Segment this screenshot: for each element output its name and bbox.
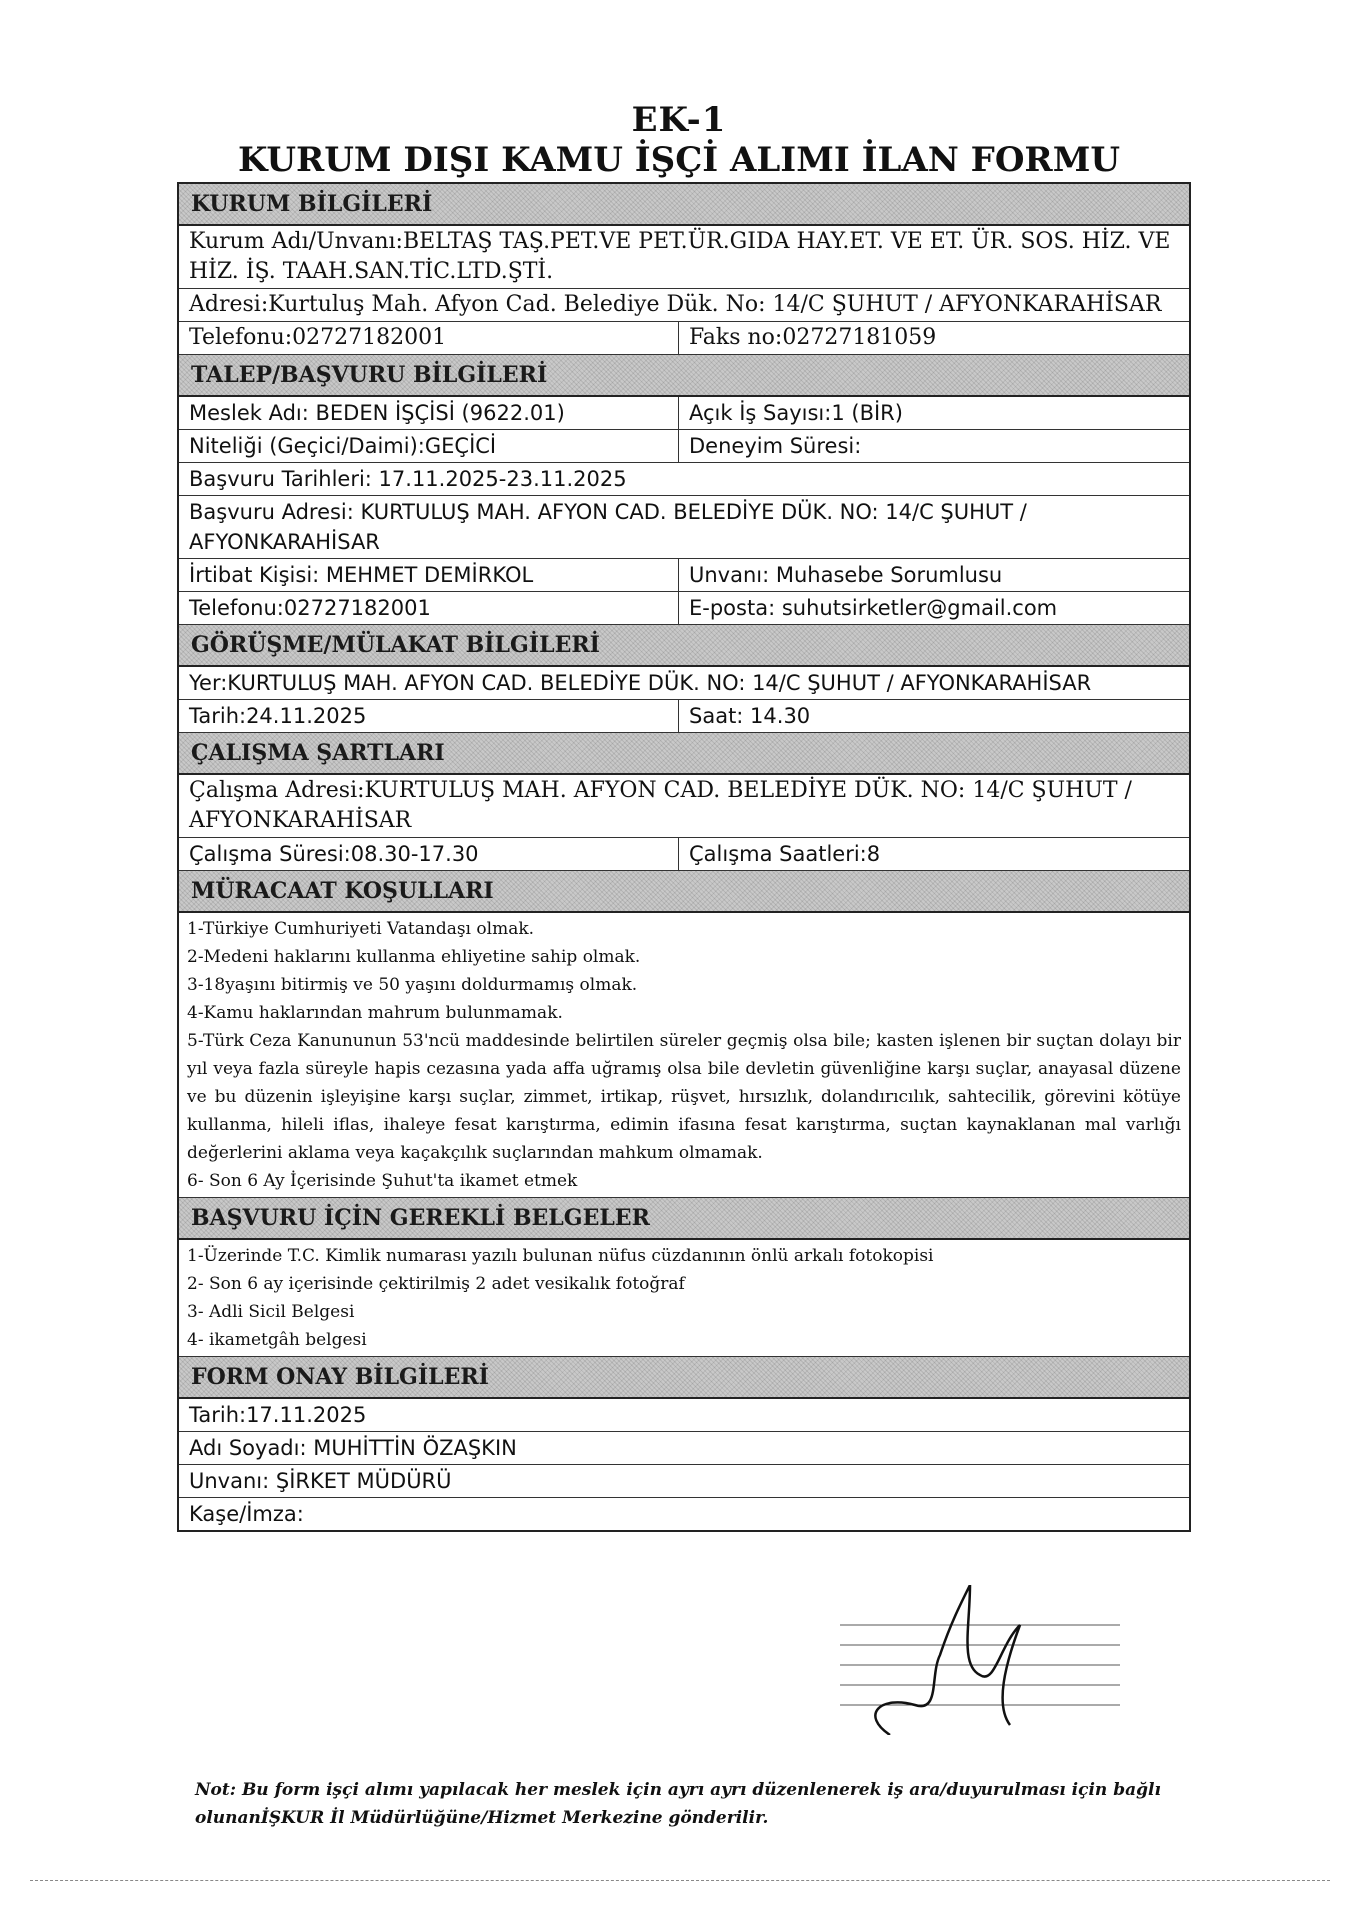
list-item: 2- Son 6 ay içerisinde çektirilmiş 2 adet vesikalık fotoğraf [187,1274,685,1294]
talep-irtibat: İrtibat Kişisi: MEHMET DEMİRKOL [179,559,679,591]
talep-adres: Başvuru Adresi: KURTULUŞ MAH. AFYON CAD. BELEDİYE DÜK. NO: 14/C ŞUHUT / AFYONKARAHİSAR [189,500,1027,554]
gorusme-yer: Yer:KURTULUŞ MAH. AFYON CAD. BELEDİYE DÜK. NO: 14/C ŞUHUT / AFYONKARAHİSAR [189,671,1092,695]
list-item: 1-Üzerinde T.C. Kimlik numarası yazılı bulunan nüfus cüzdanının önlü arkalı fotokopisi [187,1246,934,1266]
section-muracaat: MÜRACAAT KOŞULLARI [179,871,1189,913]
onay-kase: Kaşe/İmza: [189,1502,304,1526]
page-divider [30,1880,1330,1881]
talep-eposta: E-posta: suhutsirketler@gmail.com [689,596,1058,620]
talep-nitelik: Niteliği (Geçici/Daimi):GEÇİCİ [179,430,679,462]
belgeler-list [179,1240,1189,1356]
talep-telefon: Telefonu:02727182001 [179,592,679,624]
kurum-fax: Faks no:02727181059 [689,325,937,350]
calisma-sure: Çalışma Süresi:08.30-17.30 [179,838,679,870]
kurum-address: Adresi:Kurtuluş Mah. Afyon Cad. Belediye Dük. No: 14/C ŞUHUT / AFYONKARAHİSAR [189,292,1162,317]
page-title-ek: EK-1 [631,100,727,140]
section-calisma: ÇALIŞMA ŞARTLARI [179,733,1189,775]
list-item: 3-18yaşını bitirmiş ve 50 yaşını doldurmamış olmak. [187,975,638,995]
calisma-saatler: Çalışma Saatleri:8 [689,842,881,866]
list-item: 5-Türk Ceza Kanununun 53'ncü maddesinde belirtilen süreler geçmiş olsa bile; kasten işlenen bir suçtan dolayı bir yıl veya fazla süreyle hapis cezasına yada affa uğramış olsa bile devletin güvenliğine karşı suçlar, anayasal düzene ve bu düzenin işleyişine karşı suçlar, zimmet, irtikap, rüşvet, hırsızlık, dolandırıcılık, sahtecilik, görevini kötüye kullanma, hileli iflas, ihaleye fesat karıştırma, edimin ifasına fesat karıştırma, suçtan kaynaklanan mal varlığı değerlerini aklama veya kaçakçılık suçlarından mahkum olmamak. [187,1031,1181,1163]
section-talep: TALEP/BAŞVURU BİLGİLERİ [179,355,1189,397]
announcement-form [177,182,1191,1532]
section-onay: FORM ONAY BİLGİLERİ [179,1357,1189,1399]
section-gorusme: GÖRÜŞME/MÜLAKAT BİLGİLERİ [179,625,1189,667]
onay-unvan: Unvanı: ŞİRKET MÜDÜRÜ [189,1469,452,1493]
talep-deneyim: Deneyim Süresi: [689,434,862,458]
muracaat-list [179,913,1189,1197]
list-item: 6- Son 6 Ay İçerisinde Şuhut'ta ikamet etmek [187,1171,578,1191]
calisma-adres: Çalışma Adresi:KURTULUŞ MAH. AFYON CAD. BELEDİYE DÜK. NO: 14/C ŞUHUT / AFYONKARAHİSAR [189,778,1132,833]
list-item: 3- Adli Sicil Belgesi [187,1302,355,1322]
talep-tarihler: Başvuru Tarihleri: 17.11.2025-23.11.2025 [189,467,627,491]
kurum-phone: Telefonu:02727182001 [179,322,679,354]
note-text: Bu form işçi alımı yapılacak her meslek için ayrı ayrı düzenlenerek iş ara/duyurulması için bağlı olunanİŞKUR İl Müdürlüğüne/Hizmet Merkezine gönderilir. [195,1780,1161,1828]
footer-note [195,1776,1205,1832]
gorusme-saat: Saat: 14.30 [689,704,811,728]
talep-acik-is: Açık İş Sayısı:1 (BİR) [689,401,903,425]
talep-meslek: Meslek Adı: BEDEN İŞÇİSİ (9622.01) [179,397,679,429]
signature-stamp-icon [820,1585,1140,1735]
onay-adsoyad: Adı Soyadı: MUHİTTİN ÖZAŞKIN [189,1436,517,1460]
kurum-name: Kurum Adı/Unvanı:BELTAŞ TAŞ.PET.VE PET.ÜR.GIDA HAY.ET. VE ET. ÜR. SOS. HİZ. VE HİZ. İŞ. TAAH.SAN.TİC.LTD.ŞTİ. [189,229,1171,284]
list-item: 4- ikametgâh belgesi [187,1330,367,1350]
note-label: Not: [195,1780,237,1800]
gorusme-tarih: Tarih:24.11.2025 [179,700,679,732]
list-item: 4-Kamu haklarından mahrum bulunmamak. [187,1003,563,1023]
onay-tarih: Tarih:17.11.2025 [189,1403,367,1427]
section-kurum: KURUM BİLGİLERİ [179,184,1189,226]
talep-unvan: Unvanı: Muhasebe Sorumlusu [689,563,1003,587]
list-item: 1-Türkiye Cumhuriyeti Vatandaşı olmak. [187,919,535,939]
section-belgeler: BAŞVURU İÇİN GEREKLİ BELGELER [179,1198,1189,1240]
list-item: 2-Medeni haklarını kullanma ehliyetine sahip olmak. [187,947,641,967]
page-title-form: KURUM DIŞI KAMU İŞÇİ ALIMI İLAN FORMU [238,140,1120,180]
